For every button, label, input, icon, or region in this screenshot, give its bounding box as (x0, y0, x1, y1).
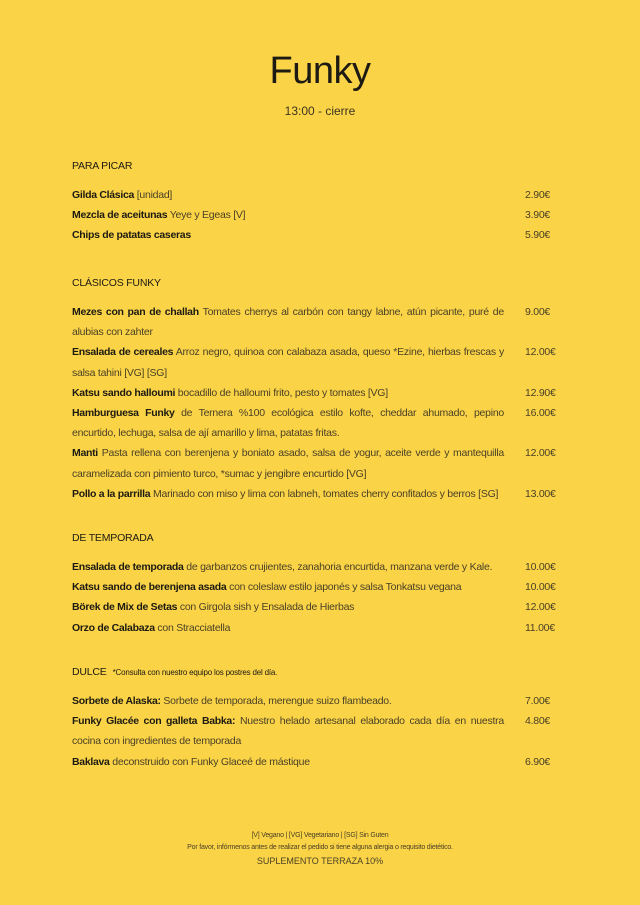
menu-section (72, 530, 562, 638)
item-price: 11.00€ (525, 621, 555, 634)
menu-item (72, 443, 562, 483)
footer (0, 830, 640, 868)
section-title (72, 664, 562, 680)
item-description: con Girgola sish y Ensalada de Hierbas (177, 601, 355, 614)
menu-item (72, 711, 562, 751)
item-description: de Ternera %100 ecológica estilo kofte, cheddar ahumado, pepino encurtido, lechuga, salsa de ají amarillo y lima, patatas fritas. (72, 407, 504, 440)
item-name: Baklava (72, 755, 110, 768)
menu-item (72, 302, 562, 342)
item-name: Orzo de Calabaza (72, 621, 155, 634)
section-title (72, 530, 562, 546)
section-title-text: DE TEMPORADA (72, 532, 154, 544)
item-description: bocadillo de halloumi frito, pesto y tomates [VG] (175, 386, 388, 399)
item-price: 7.00€ (525, 695, 551, 707)
menu-item (72, 752, 562, 772)
item-price: 13.00€ (525, 487, 556, 500)
item-price: 16.00€ (525, 407, 556, 420)
item-name: Ensalada de cereales (72, 346, 174, 359)
item-price: 2.90€ (525, 189, 551, 201)
item-price: 9.00€ (525, 306, 551, 318)
section-title (72, 158, 562, 174)
item-name: Funky Glacée con galleta Babka: (72, 715, 236, 728)
section-title-text: DULCE (72, 666, 107, 678)
section-note: *Consulta con nuestro equipo los postres del día. (112, 668, 278, 677)
menu-section (72, 664, 562, 772)
item-price: 6.90€ (525, 755, 551, 768)
item-name: Gilda Clásica (72, 189, 135, 201)
item-description: Yeye y Egeas [V] (167, 209, 246, 222)
item-description: Nuestro helado artesanal elaborado cada día en nuestra cocina con ingredientes de temporada (72, 715, 504, 748)
menu-item (72, 403, 562, 443)
item-price: 12.00€ (525, 346, 556, 359)
menu-item (72, 185, 562, 205)
item-description: con Stracciatella (154, 621, 231, 634)
menu-section (72, 158, 562, 246)
item-description: Sorbete de temporada, merengue suizo flambeado. (160, 695, 392, 707)
menu-item (72, 383, 562, 403)
item-description: de garbanzos crujientes, zanahoria encurtida, manzana verde y Kale. (183, 561, 493, 573)
menu-item (72, 577, 562, 597)
item-name: Mezes con pan de challah (72, 306, 199, 318)
allergy-notice: Por favor, infórmenos antes de realizar el pedido si tiene alguna alergia o requisito dietético. (187, 844, 453, 851)
menu-item (72, 618, 562, 638)
menu-item (72, 597, 562, 617)
item-name: Ensalada de temporada (72, 561, 184, 573)
menu-item (72, 342, 562, 382)
menu-item (72, 557, 562, 577)
item-description: Pasta rellena con berenjena y boniato asado, salsa de yogur, aceite verde y mantequilla caramelizada con pimiento turco, *sumac y jengibre encurtido [VG] (72, 447, 504, 480)
item-description: con coleslaw estilo japonés y salsa Tonkatsu vegana (226, 581, 462, 594)
item-price: 5.90€ (525, 229, 551, 242)
menu-item (72, 205, 562, 225)
item-description: [unidad] (134, 189, 173, 201)
section-title-text: CLÁSICOS FUNKY (72, 277, 161, 289)
item-name: Chips de patatas caseras (72, 229, 191, 242)
item-price: 4.80€ (525, 715, 551, 728)
item-price: 12.90€ (525, 386, 556, 399)
diet-legend: [V] Vegano | [VG] Vegetariano | [SG] Sin Guten (251, 832, 389, 839)
item-name: Pollo a la parrilla (72, 487, 151, 500)
opening-hours: 13:00 - cierre (284, 104, 356, 118)
menu-item (72, 225, 562, 245)
terrace-supplement: SUPLEMENTO TERRAZA 10% (256, 856, 384, 866)
section-title (72, 275, 562, 291)
item-price: 10.00€ (525, 561, 556, 573)
item-name: Mezcla de aceitunas (72, 209, 168, 222)
item-description: Tomates cherrys al carbón con tangy labne, atún picante, puré de alubias con zahter (72, 306, 504, 339)
menu-item (72, 691, 562, 711)
item-price: 12.00€ (525, 601, 556, 614)
item-name: Katsu sando de berenjena asada (72, 581, 227, 594)
menu-item (72, 484, 562, 504)
page-title: Funky (269, 50, 371, 92)
menu-section (72, 275, 562, 504)
item-price: 3.90€ (525, 209, 551, 222)
item-name: Manti (72, 447, 98, 460)
item-name: Katsu sando halloumi (72, 386, 176, 399)
item-price: 12.00€ (525, 447, 556, 460)
section-title-text: PARA PICAR (72, 160, 133, 172)
item-price: 10.00€ (525, 581, 556, 594)
item-description: Marinado con miso y lima con labneh, tomates cherry confitados y berros [SG] (150, 487, 499, 500)
item-name: Sorbete de Alaska: (72, 695, 161, 707)
item-name: Hamburguesa Funky (72, 407, 175, 420)
item-name: Börek de Mix de Setas (72, 601, 178, 614)
item-description: Arroz negro, quinoa con calabaza asada, queso *Ezine, hierbas frescas y salsa tahini [VG] [SG] (72, 346, 504, 379)
item-description: deconstruido con Funky Glaceé de mástique (109, 755, 310, 768)
